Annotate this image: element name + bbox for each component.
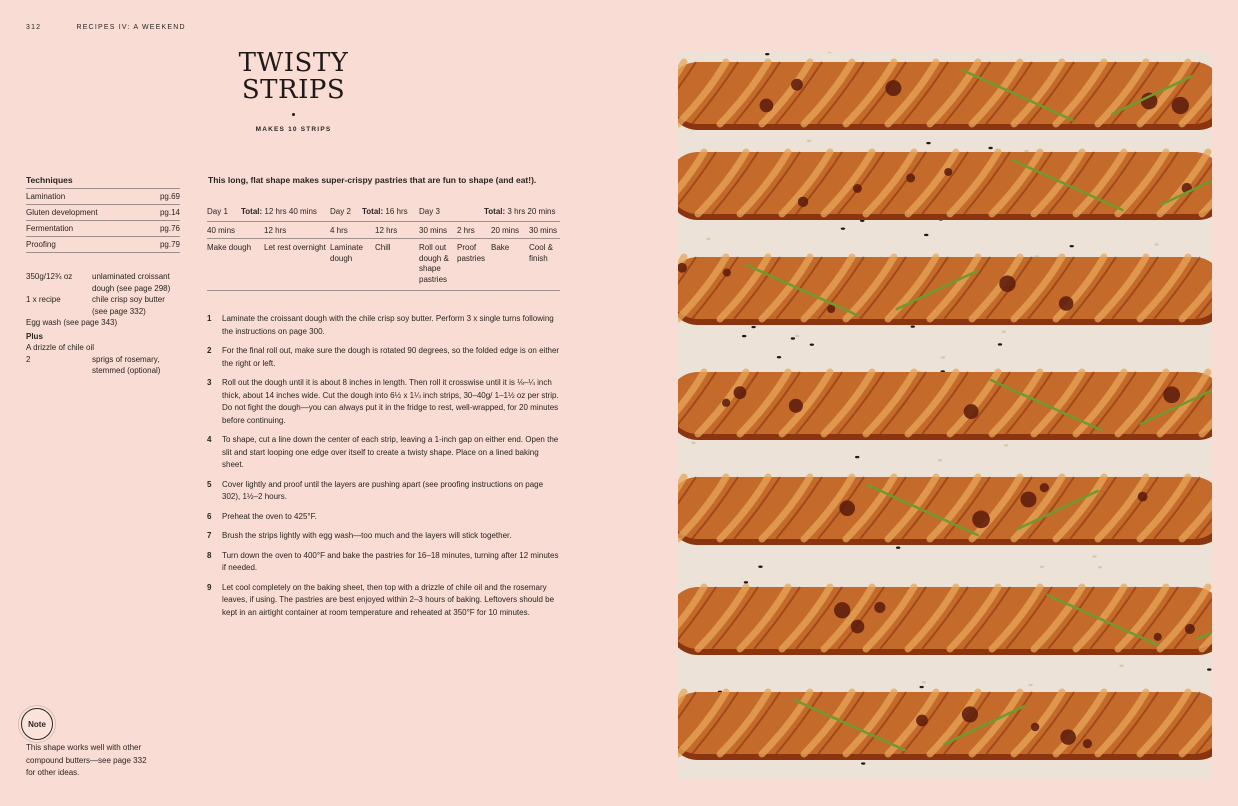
chile-crisp bbox=[1040, 483, 1049, 492]
sesame-seed bbox=[810, 343, 814, 345]
chile-crisp bbox=[1172, 97, 1189, 114]
step-number: 7 bbox=[207, 531, 212, 540]
method-step bbox=[207, 313, 562, 338]
sesame-seed bbox=[896, 547, 900, 549]
method-step bbox=[207, 479, 562, 504]
sesame-seed bbox=[1119, 665, 1123, 667]
schedule-day-total: Total: 12 hrs 40 mins bbox=[241, 207, 317, 216]
step-number: 8 bbox=[207, 550, 212, 560]
sesame-seed bbox=[1154, 243, 1158, 245]
schedule-time: 12 hrs bbox=[375, 226, 398, 235]
chile-crisp bbox=[916, 715, 928, 727]
sesame-seed bbox=[1098, 566, 1102, 568]
schedule-times-row bbox=[207, 222, 560, 239]
schedule-time: 30 mins bbox=[529, 226, 558, 235]
technique-row bbox=[26, 205, 180, 221]
chile-crisp bbox=[839, 500, 855, 516]
title-divider-dot bbox=[292, 113, 295, 116]
sesame-seed bbox=[861, 762, 865, 764]
chile-crisp bbox=[964, 404, 979, 419]
chile-crisp bbox=[722, 399, 730, 407]
ingredient-desc: A drizzle of chile oil bbox=[26, 343, 95, 352]
chile-crisp bbox=[760, 99, 774, 113]
schedule-day-label: Day 1 bbox=[207, 207, 228, 216]
schedule-task: Make dough bbox=[207, 243, 252, 252]
ingredient-desc: unlaminated croissant dough (see page 298) bbox=[92, 272, 171, 293]
step-text: Cover lightly and proof until the layers are pushing apart (see proofing instructions on page 302), 1½–2 hours. bbox=[222, 479, 544, 501]
sesame-seed bbox=[1002, 331, 1006, 333]
chile-crisp bbox=[962, 706, 978, 722]
schedule-time: 12 hrs bbox=[264, 226, 287, 235]
sesame-seed bbox=[807, 140, 811, 142]
step-number: 6 bbox=[207, 511, 212, 521]
step-text: Laminate the croissant dough with the chile crisp soy butter. Perform 3 x single turns following the instructions on page 300. bbox=[222, 314, 554, 336]
chile-crisp bbox=[874, 602, 885, 613]
sesame-seed bbox=[922, 681, 926, 683]
section-title: RECIPES IV: A WEEKEND bbox=[76, 24, 186, 31]
step-number: 1 bbox=[207, 314, 212, 323]
chile-crisp bbox=[1138, 492, 1148, 502]
schedule-day-total: Total: 3 hrs 20 mins bbox=[484, 207, 556, 216]
technique-page: pg.76 bbox=[159, 224, 180, 233]
method-steps bbox=[207, 313, 562, 626]
sesame-seed bbox=[795, 335, 799, 337]
ingredient-desc: Egg wash (see page 343) bbox=[26, 318, 118, 327]
sesame-seed bbox=[1040, 566, 1044, 568]
chile-crisp bbox=[906, 174, 915, 183]
technique-name: Fermentation bbox=[26, 224, 74, 233]
schedule-days-row bbox=[207, 205, 560, 222]
sesame-seed bbox=[706, 238, 710, 240]
sesame-seed bbox=[988, 147, 992, 149]
chile-crisp bbox=[972, 511, 990, 529]
step-number: 9 bbox=[207, 582, 212, 592]
sesame-seed bbox=[911, 325, 915, 327]
ingredient-qty: 2 bbox=[26, 354, 31, 364]
technique-row bbox=[26, 221, 180, 237]
twisty-pastry-strips-image bbox=[678, 52, 1212, 780]
techniques-heading: Techniques bbox=[26, 175, 180, 189]
step-text: Roll out the dough until it is about 8 inches in length. Then roll it crosswise until it is ⅛–¼ inch thick, about 14 inches wide. Cut the dough into 6½ x 1¼ inch strips, 30–40g/ 1–1½ oz per strip. Do not fight the dough—you can always put it in the fridge to rest, well-wrapped, for 20 minutes before continuing. bbox=[222, 378, 559, 425]
chile-crisp bbox=[834, 602, 850, 618]
sesame-seed bbox=[691, 442, 695, 444]
chile-crisp bbox=[798, 197, 808, 207]
pastry-photo bbox=[678, 52, 1212, 780]
schedule-tasks-row bbox=[207, 239, 560, 291]
chile-crisp bbox=[1021, 491, 1037, 507]
chile-crisp bbox=[1031, 723, 1039, 731]
chile-crisp bbox=[734, 386, 747, 399]
chile-crisp bbox=[723, 269, 731, 277]
pastry-strip bbox=[678, 587, 1212, 649]
chile-crisp bbox=[944, 168, 952, 176]
step-text: Let cool completely on the baking sheet, then top with a drizzle of chile oil and the rosemary leaves, if using. The pastries are best enjoyed within 2–3 hours of baking. Leftovers should be kept in an airtight container at room temperature and reheated at 350°F for 10 minutes. bbox=[222, 582, 555, 617]
method-step bbox=[207, 345, 562, 370]
method-step bbox=[207, 511, 562, 524]
chile-crisp bbox=[1083, 739, 1092, 748]
step-text: To shape, cut a line down the center of each strip, leaving a 1-inch gap on either end. Open the slit and start looping one edge over itself to create a twisty shape. Place on a lined baking sheet. bbox=[222, 435, 559, 469]
chile-crisp bbox=[1059, 296, 1074, 311]
page-number: 312 bbox=[26, 24, 42, 31]
chile-crisp bbox=[827, 305, 835, 313]
chile-crisp bbox=[1163, 386, 1180, 403]
ingredient-qty: 350g/12¾ oz bbox=[26, 272, 73, 281]
method-step bbox=[207, 530, 562, 543]
sesame-seed bbox=[924, 234, 928, 236]
method-step bbox=[207, 550, 562, 575]
method-step bbox=[207, 434, 562, 472]
chile-crisp bbox=[999, 275, 1015, 291]
sesame-seed bbox=[791, 337, 795, 339]
ingredient-qty: 1 x recipe bbox=[26, 295, 61, 304]
sesame-seed bbox=[938, 459, 942, 461]
sesame-seed bbox=[1092, 555, 1096, 557]
note-text: This shape works well with other compound butters—see page 332 for other ideas. bbox=[26, 743, 147, 777]
ingredient-row bbox=[26, 342, 180, 354]
chile-crisp bbox=[885, 80, 901, 96]
sesame-seed bbox=[1004, 444, 1008, 446]
sidebar bbox=[26, 175, 180, 377]
schedule-task: Roll out dough & shape pastries bbox=[419, 243, 449, 284]
sesame-seed bbox=[941, 356, 945, 358]
schedule-day-label: Day 2 bbox=[330, 207, 351, 216]
technique-name: Lamination bbox=[26, 192, 66, 201]
technique-row bbox=[26, 237, 180, 253]
schedule-table bbox=[207, 205, 560, 291]
ingredient-row bbox=[26, 354, 180, 377]
method-step bbox=[207, 582, 562, 620]
schedule-task: Cool & finish bbox=[529, 243, 554, 263]
sesame-seed bbox=[998, 343, 1002, 345]
schedule-task: Laminate dough bbox=[330, 243, 363, 263]
schedule-time: 4 hrs bbox=[330, 226, 348, 235]
step-text: Turn down the oven to 400°F and bake the pastries for 16–18 minutes, turning after 12 minutes if needed. bbox=[222, 550, 559, 572]
yield-label: MAKES 10 STRIPS bbox=[255, 126, 332, 133]
techniques-list bbox=[26, 189, 180, 253]
schedule-task: Chill bbox=[375, 243, 391, 252]
recipe-title bbox=[206, 50, 381, 104]
pastry-strip bbox=[678, 372, 1212, 434]
schedule-time: 40 mins bbox=[207, 226, 236, 235]
chile-crisp bbox=[1060, 729, 1075, 744]
sesame-seed bbox=[742, 335, 746, 337]
technique-page: pg.14 bbox=[159, 208, 180, 217]
sesame-seed bbox=[919, 686, 923, 688]
step-number: 4 bbox=[207, 435, 212, 444]
ingredient-desc: sprigs of rosemary, stemmed (optional) bbox=[92, 354, 161, 375]
sesame-seed bbox=[855, 456, 859, 458]
recipe-intro: This long, flat shape makes super-crispy pastries that are fun to shape (and eat!). bbox=[208, 175, 537, 185]
step-number: 5 bbox=[207, 479, 212, 489]
ingredients-plus-label: Plus bbox=[26, 331, 43, 341]
technique-page: pg.69 bbox=[159, 192, 180, 201]
schedule-time: 2 hrs bbox=[457, 226, 475, 235]
sesame-seed bbox=[758, 566, 762, 568]
schedule-day-label: Day 3 bbox=[419, 207, 440, 216]
step-text: For the final roll out, make sure the dough is rotated 90 degrees, so the folded edge is on either the right or left. bbox=[222, 346, 560, 368]
running-header bbox=[26, 24, 218, 31]
schedule-task: Proof pastries bbox=[457, 243, 486, 263]
chile-crisp bbox=[791, 79, 803, 91]
schedule-day-total: Total: 16 hrs bbox=[362, 207, 408, 216]
chile-crisp bbox=[851, 620, 865, 634]
ingredient-desc: chile crisp soy butter (see page 332) bbox=[92, 295, 165, 316]
sesame-seed bbox=[1207, 668, 1211, 670]
sesame-seed bbox=[765, 53, 769, 55]
sesame-seed bbox=[1028, 684, 1032, 686]
technique-row bbox=[26, 189, 180, 205]
schedule-task: Let rest overnight bbox=[264, 243, 326, 252]
sesame-seed bbox=[841, 227, 845, 229]
recipe-title-block bbox=[206, 50, 381, 133]
recipe-title-line2: STRIPS bbox=[241, 75, 346, 105]
sesame-seed bbox=[1069, 245, 1073, 247]
ingredient-row bbox=[26, 271, 180, 294]
sesame-seed bbox=[926, 142, 930, 144]
step-text: Brush the strips lightly with egg wash—too much and the layers will stick together. bbox=[222, 531, 512, 540]
ingredient-row bbox=[26, 294, 180, 317]
schedule-time: 20 mins bbox=[491, 226, 520, 235]
step-number: 3 bbox=[207, 378, 212, 387]
schedule-task: Bake bbox=[491, 243, 510, 252]
technique-page: pg.79 bbox=[159, 240, 180, 249]
sesame-seed bbox=[751, 326, 755, 328]
step-text: Preheat the oven to 425°F. bbox=[222, 511, 317, 521]
sesame-seed bbox=[777, 356, 781, 358]
recipe-title-line1: TWISTY bbox=[238, 48, 349, 78]
technique-name: Gluten development bbox=[26, 208, 98, 217]
chile-crisp bbox=[1154, 633, 1162, 641]
ingredient-row bbox=[26, 317, 180, 329]
step-number: 2 bbox=[207, 346, 212, 355]
pastry-strip bbox=[678, 152, 1212, 214]
sesame-seed bbox=[744, 581, 748, 583]
chile-crisp bbox=[1185, 624, 1195, 634]
sesame-seed bbox=[1024, 150, 1028, 152]
method-step bbox=[207, 377, 562, 427]
chile-crisp bbox=[789, 399, 803, 413]
chile-crisp bbox=[853, 184, 862, 193]
ingredients-list bbox=[26, 271, 180, 377]
schedule-time: 30 mins bbox=[419, 226, 448, 235]
note-badge: Note bbox=[21, 708, 53, 740]
technique-name: Proofing bbox=[26, 240, 56, 249]
